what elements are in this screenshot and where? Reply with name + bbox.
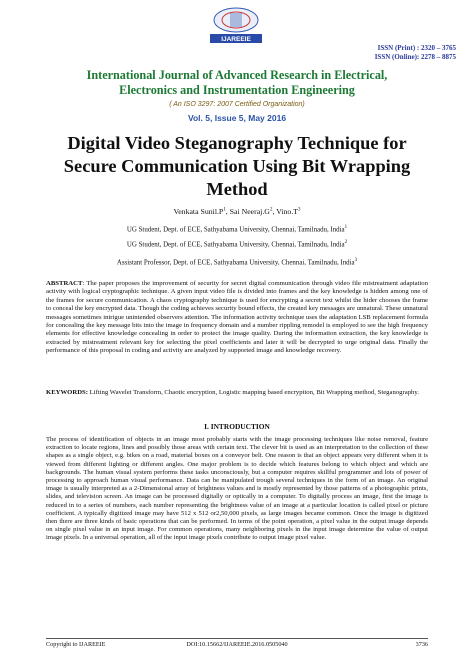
issn-online: ISSN (Online): 2278 – 8875 — [374, 53, 456, 61]
author-sup: 2 — [269, 207, 273, 213]
journal-name-line1: International Journal of Advanced Research in Electrical, — [86, 68, 388, 82]
certification-line: ( An ISO 3297: 2007 Certified Organization) — [169, 101, 305, 108]
author-name: , Sai Neeraj.G — [225, 207, 270, 216]
paper-title — [20, 132, 454, 201]
author-name: , Vino.T — [272, 207, 299, 216]
footer-divider — [46, 638, 428, 639]
title-line2: Secure Communication Using Bit Wrapping — [63, 156, 411, 176]
title-line3: Method — [206, 179, 268, 199]
issn-print: ISSN (Print) : 2320 – 3765 — [377, 44, 456, 52]
affiliation — [0, 225, 474, 233]
logo-text: IJAREEIE — [221, 36, 251, 43]
journal-name-line2: Electronics and Instrumentation Engineering — [119, 83, 355, 97]
footer-copyright: Copyright to IJAREEIE — [46, 641, 106, 648]
introduction-paragraph: The process of identification of objects in an image most probably starts with the image processing techniques like noise removal, feature extraction to locate regions, lines and possibly those areas with certain text. The clever bit is used as an interpretation to the collection of these shapes as a single object, e.g. bikes on a road, material boxes on a conveyor belt. One reason is that an object appears very different when it is viewed from different lighting or different angles. One major problem is to decide which features belong to which object and which are backgrounds. The human visual system performs these tasks unconsciously, but a computer requires skillful programmer and lots of power of processing to approach human visual performance. Data can be manipulated trough several techniques in the form of an image. An original image is usually interpreted as a 2-Dimensional array of brightness values and is mostly represented by those patterns of a photographic prints, slides, and television screen. An image can be processed digitally or optically in a computer. To digitally process an image, first the image is reduced in to a series of numbers, each number representing the brightness value of an image at a particular location is called pixel or picture coefficient. A typically digitized image may have 512 x 512 or2,50,000 pixels, as large images became common. Once the image is digitized then there are three kinds of basic operations that can be performed. In terms of the point operation, a pixel value in the output image depends on single pixel value in an input image. For common operations, many neighboring pixels in the input image determine the value of output image pixels. In a universal operation, all of the input image pixels contribute to output image pixel value. — [46, 436, 428, 542]
affiliation-sup: 1 — [344, 225, 348, 230]
volume-issue: Vol. 5, Issue 5, May 2016 — [187, 113, 287, 123]
affiliation-text: UG Student, Dept. of ECE, Sathyabama University, Chennai, Tamilnadu, India — [126, 226, 345, 234]
author-sup: 1 — [223, 207, 226, 213]
affiliation — [0, 240, 474, 248]
footer-doi: DOI:10.15662/IJAREEIE.2016.0505040 — [186, 641, 288, 648]
keywords-label: KEYWORDS: — [46, 389, 88, 396]
affiliation-sup: 3 — [354, 258, 358, 263]
affiliation-text: UG Student, Dept. of ECE, Sathyabama University, Chennai, Tamilnadu, India — [126, 241, 345, 249]
journal-logo — [204, 6, 268, 44]
affiliation-sup: 2 — [344, 240, 348, 245]
affiliation — [0, 258, 474, 266]
abstract-label: ABSTRACT — [46, 280, 83, 287]
issn-block — [375, 44, 456, 62]
keywords-text: Lifting Wavelet Transform, Chaotic encryption, Logistic mapping based encryption, Bit Wrapping method, Steganography. — [88, 389, 419, 396]
journal-name — [20, 68, 454, 98]
section-heading: I. INTRODUCTION — [204, 422, 270, 431]
author-name: Venkata Sunil.P — [173, 207, 224, 216]
author-sup: 3 — [298, 207, 301, 213]
abstract-text: : The paper proposes the improvement of security for secret digital communication through video file mistreatment adaptation activity with logical cryptographic technique. A given input video file is divided into frames and the key knowledge is hidden among one of the frames for secure communication. A chaos cryptography technique is used for encrypting a secret text whilst the hider chooses the frame to conceal the key encrypted data. Though the coding achieves security bound effects, the created key messages are unnatural. These unnatural messages sometimes intrigue unintended observers attention. The information activity technique uses the adaptation LSB replacement formula for concealing the key message bits into the image in frequency domain and a number rippling remodel is employed to see the high frequency elements for effective knowledge concealing in order to protect the image quality. During the information extraction, the key knowledge is extracted by mistreatment relevant key for selecting the pixel coefficients and later it will be decrypted to urge original data. Finally the performance of this proposal in coding and activity are analyzed by supported image and knowledge recovery. — [46, 280, 428, 355]
author-list — [0, 207, 474, 216]
affiliation-text: Assistant Professor, Dept. of ECE, Sathyabama University, Chennai, Tamilnadu, India — [116, 259, 355, 267]
title-line1: Digital Video Steganography Technique for — [67, 133, 407, 153]
footer-page-number: 3736 — [415, 641, 428, 648]
keywords — [46, 389, 428, 397]
abstract — [46, 280, 428, 356]
